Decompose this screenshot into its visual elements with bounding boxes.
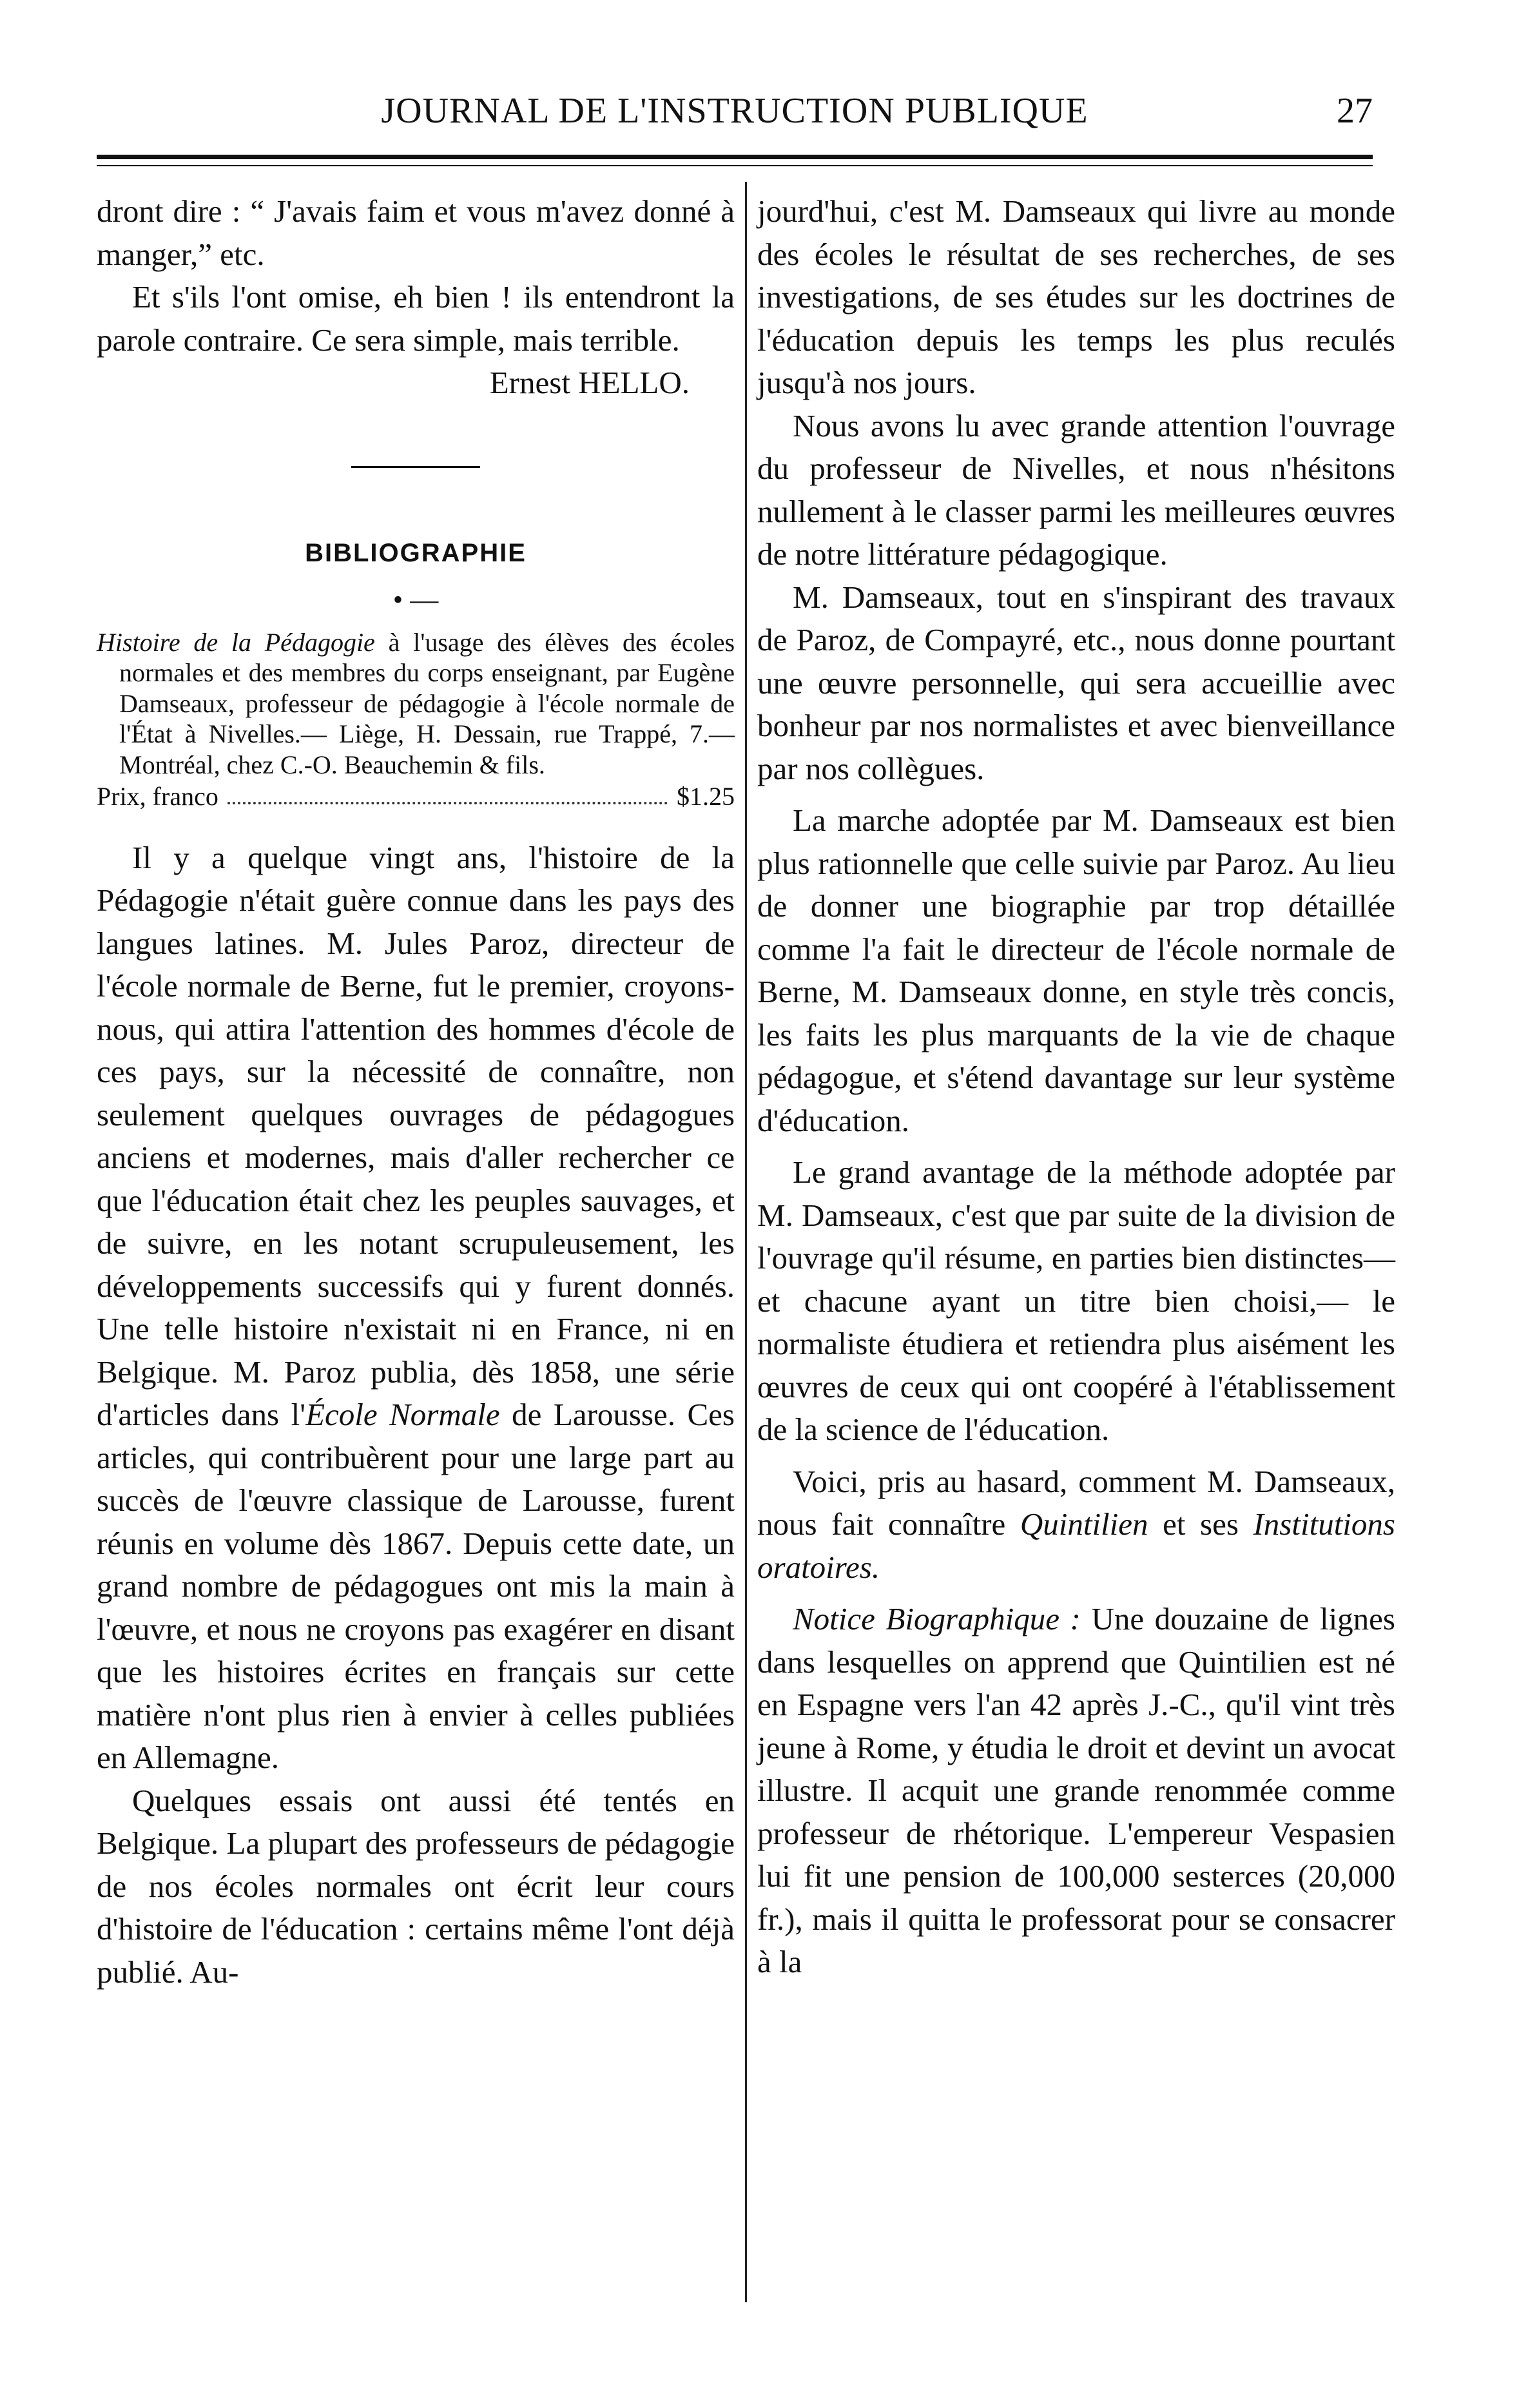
left-paragraph-1: dront dire : “ J'avais faim et vous m'avez donné à manger,” etc. bbox=[97, 193, 735, 272]
book-entry-text bbox=[97, 627, 735, 781]
left-paragraph-3-text: Il y a quelque vingt ans, l'histoire de la Pédagogie n'était guère connue dans les pays des langues latines. M. Jules Paroz, directeur de l'école normale de Berne, fut le premier, croyons-nous, qui attira l'attention des hommes d'école de ces pays, sur la nécessité de connaître, non seulement quelques ouvrages de pédagogues anciens et modernes, mais d'aller rechercher ce que l'éducation était chez les peuples sauvages, et de suivre, en les notant scrupuleusement, les développements successifs qui y furent donnés. Une telle histoire n'existait ni en France, ni en Belgique. M. Paroz publia, dès 1858, une série d'articles dans l' bbox=[97, 839, 735, 1432]
author-signature: Ernest HELLO. bbox=[489, 365, 690, 400]
institutions-italic: Institutions oratoires. bbox=[757, 1506, 1395, 1585]
heading-ornament: • — bbox=[392, 583, 439, 616]
left-paragraph-2: Et s'ils l'ont omise, eh bien ! ils entendront la parole contraire. Ce sera simple, mais terrible. bbox=[97, 279, 735, 358]
book-entry-details: à l'usage des élèves des écoles normales et des membres du corps enseignant, par Eugène Damseaux, professeur de pédagogie à l'école normale de l'État à Nivelles.— Liège, H. Dessain, rue Trappé, 7.— Montréal, chez C.-O. Beauchemin & fils. bbox=[119, 627, 735, 779]
header-rule-thin bbox=[97, 165, 1373, 166]
notice-label: Notice Biographique : bbox=[793, 1601, 1081, 1636]
section-heading: BIBLIOGRAPHIE bbox=[305, 538, 527, 567]
right-paragraph-7 bbox=[757, 1598, 1395, 1984]
right-paragraph-4: La marche adoptée par M. Damseaux est bien plus rationnelle que celle suivie par Paroz. Au lieu de donner une biographie par trop détaillée comme l'a fait le directeur de l'école normale de Berne, M. Damseaux donne, en style très concis, les faits les plus marquants de la vie de chaque pédagogue, et s'étend davantage sur leur système d'éducation. bbox=[757, 802, 1395, 1138]
right-paragraph-3: M. Damseaux, tout en s'inspirant des travaux de Paroz, de Compayré, etc., nous donne pourtant une œuvre personnelle, qui sera accueillie avec bonheur par nos normalistes et avec bienveillance par nos collègues. bbox=[757, 579, 1395, 786]
right-paragraph-6-text: Voici, pris au hasard, comment M. Damseaux, nous fait connaître bbox=[757, 1463, 1395, 1542]
dot-leaders bbox=[227, 781, 668, 804]
book-entry bbox=[97, 627, 735, 812]
section-divider bbox=[351, 466, 480, 468]
left-paragraph-3 bbox=[97, 837, 735, 1780]
right-paragraph-6-mid: et ses bbox=[1148, 1506, 1253, 1542]
right-paragraph-7-text: Une douzaine de lignes dans lesquelles on apprend que Quintilien est né en Espagne vers l'an 42 après J.-C., qu'il vint très jeune à Rome, y étudia le droit et devint un avocat illustre. Il acquit une grande renommée comme professeur de rhétorique. L'empereur Vespasien lui fit une pension de 100,000 sesterces (20,000 fr.), mais il quitta le professorat pour se consacrer à la bbox=[757, 1601, 1395, 1979]
column-divider bbox=[745, 182, 747, 2302]
right-paragraph-2: Nous avons lu avec grande attention l'ouvrage du professeur de Nivelles, et nous n'hésitons nullement à le classer parmi les meilleures œuvres de notre littérature pédagogique. bbox=[757, 407, 1395, 572]
book-title: Histoire de la Pédagogie bbox=[97, 627, 375, 657]
page-number: 27 bbox=[1337, 91, 1373, 131]
quintilien-italic: Quintilien bbox=[1020, 1506, 1148, 1542]
running-title: JOURNAL DE L'INSTRUCTION PUBLIQUE bbox=[381, 91, 1088, 131]
price-value: $1.25 bbox=[677, 782, 735, 811]
price-label: Prix, franco bbox=[97, 782, 218, 811]
left-column bbox=[97, 190, 735, 1994]
right-column bbox=[757, 190, 1395, 1984]
price-line bbox=[97, 781, 735, 812]
running-head bbox=[97, 90, 1373, 142]
right-paragraph-6 bbox=[757, 1461, 1395, 1589]
left-paragraph-3-end: de Larousse. Ces articles, qui contribuèrent pour une large part au succès de l'œuvre classique de Larousse, furent réunis en volume dès 1867. Depuis cette date, un grand nombre de pédagogues ont mis la main à l'œuvre, et nous ne croyons pas exagérer en disant que les histoires écrites en français sur cette matière n'ont plus rien à envier à celles publiées en Allemagne. bbox=[97, 1397, 735, 1775]
right-paragraph-5: Le grand avantage de la méthode adoptée par M. Damseaux, c'est que par suite de la division de l'ouvrage qu'il résume, en parties bien distinctes— et chacune ayant un titre bien choisi,— le normaliste étudiera et retiendra plus aisément les œuvres de ceux qui ont coopéré à l'établissement de la science de l'éducation. bbox=[757, 1154, 1395, 1447]
journal-title: École Normale bbox=[305, 1397, 500, 1432]
left-paragraph-4: Quelques essais ont aussi été tentés en Belgique. La plupart des professeurs de pédagogie de nos écoles normales ont écrit leur cours d'histoire de l'éducation : certains même l'ont déjà publié. Au- bbox=[97, 1782, 735, 1990]
right-paragraph-1: jourd'hui, c'est M. Damseaux qui livre au monde des écoles le résultat de ses recherches, de ses investigations, de ses études sur les doctrines de l'éducation depuis les temps les plus reculés jusqu'à nos jours. bbox=[757, 193, 1395, 400]
header-rule-thick bbox=[97, 155, 1373, 159]
